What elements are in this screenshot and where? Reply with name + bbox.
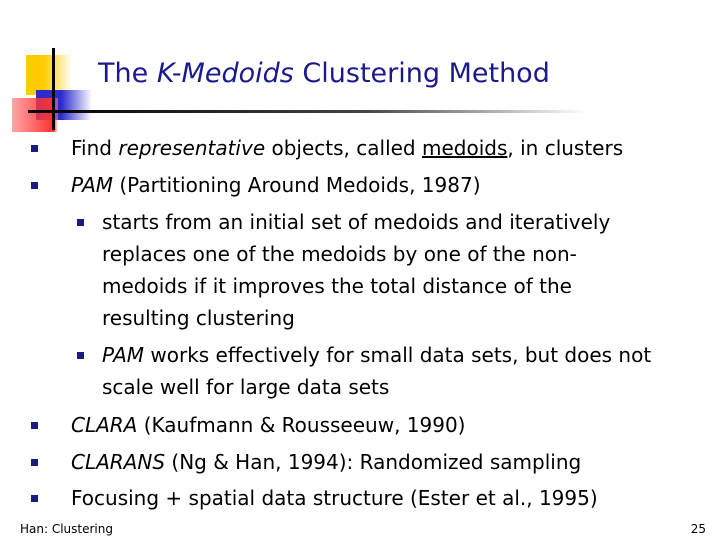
text: PAM [71, 173, 114, 197]
text: medoids if it improves the total distance of the [102, 274, 572, 298]
text: Find [71, 136, 119, 160]
footer-text: Han: Clustering [20, 522, 113, 536]
sub-bullet-item [102, 339, 651, 403]
bullet-item [71, 482, 598, 514]
bullet-item [71, 169, 481, 201]
text: scale well for large data sets [102, 375, 390, 399]
sub-bullet-item [102, 206, 610, 334]
bullet-icon [31, 459, 38, 466]
logo-vertical-line [52, 48, 55, 130]
text: objects, called [265, 136, 422, 160]
text: resulting clustering [102, 306, 295, 330]
logo-yellow-square [26, 55, 72, 95]
text: PAM [102, 343, 145, 367]
text: medoids [422, 136, 508, 160]
text: replaces one of the medoids by one of the non- [102, 242, 577, 266]
text: CLARANS [71, 450, 166, 474]
bullet-item [71, 446, 581, 478]
text: (Kaufmann & Rousseeuw, 1990) [137, 413, 466, 437]
text: Focusing + spatial data structure (Ester et al., 1995) [71, 486, 598, 510]
text: (Ng & Han, 1994): Randomized sampling [165, 450, 582, 474]
title-emphasis: K-Medoids [156, 58, 294, 89]
text: (Partitioning Around Medoids, 1987) [113, 173, 481, 197]
slide-title [98, 58, 550, 89]
text: starts from an initial set of medoids and iteratively [102, 210, 611, 234]
bullet-icon [31, 145, 38, 152]
title-text: The [98, 58, 157, 89]
title-underline [28, 110, 588, 113]
text: representative [118, 136, 266, 160]
bullet-icon [31, 495, 38, 502]
text: , in clusters [507, 136, 624, 160]
bullet-item [71, 409, 465, 441]
title-text: Clustering Method [293, 58, 550, 89]
bullet-icon [31, 422, 38, 429]
text: works effectively for small data sets, but does not [144, 343, 652, 367]
bullet-icon [77, 352, 84, 359]
page-number: 25 [690, 522, 706, 536]
bullet-icon [31, 182, 38, 189]
text: CLARA [71, 413, 138, 437]
bullet-icon [77, 219, 84, 226]
bullet-item [71, 132, 623, 164]
